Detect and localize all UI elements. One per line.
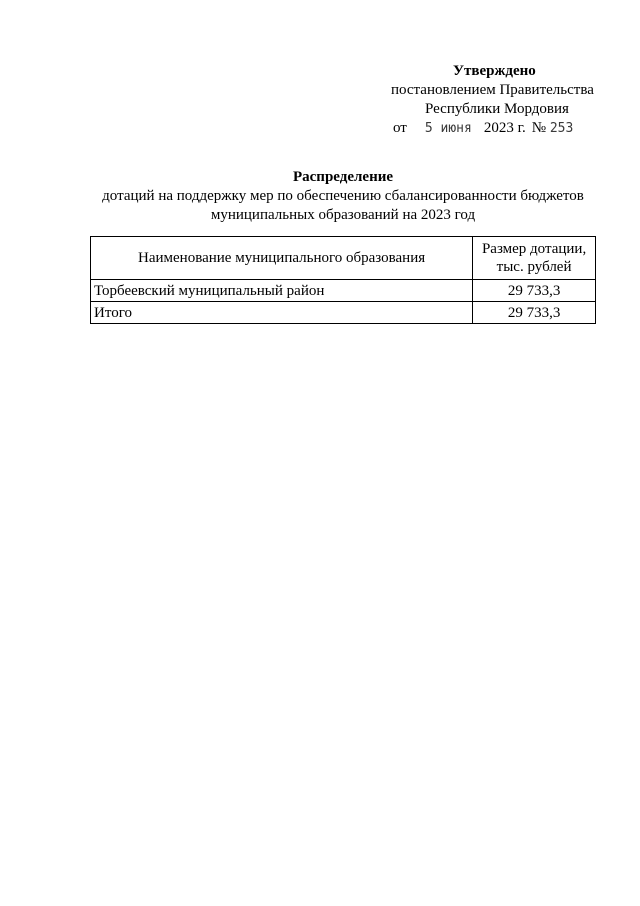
handwritten-date: 5 июня — [424, 121, 472, 136]
from-label: от — [393, 120, 407, 136]
header-amount-line1: Размер дотации, — [481, 241, 587, 257]
document-subtitle-line1: дотаций на поддержку мер по обеспечению сбалансированности бюджетов — [102, 188, 584, 204]
table-header-row — [91, 237, 596, 280]
header-municipality: Наименование муниципального образования — [91, 237, 473, 280]
row-amount: 29 733,3 — [473, 280, 596, 302]
row-municipality-name: Торбеевский муниципальный район — [91, 280, 473, 302]
handwritten-number: 253 — [549, 121, 574, 136]
document-title-block — [90, 168, 596, 225]
table-row-total — [91, 302, 596, 324]
header-amount-line2: тыс. рублей — [496, 259, 572, 275]
document-subtitle-line2: муниципальных образований на 2023 год — [210, 207, 476, 223]
approval-year: 2023 г. — [483, 120, 526, 136]
approval-issuer: постановлением Правительства — [391, 82, 594, 98]
header-amount — [473, 237, 596, 280]
distribution-table — [90, 236, 596, 324]
total-label: Итого — [91, 302, 473, 324]
document-title: Распределение — [292, 169, 394, 185]
approval-date-line — [360, 119, 620, 138]
total-amount: 29 733,3 — [473, 302, 596, 324]
approval-republic: Республики Мордовия — [425, 101, 569, 117]
approval-heading: Утверждено — [453, 63, 536, 79]
number-sign: № — [531, 120, 547, 136]
table-row — [91, 280, 596, 302]
approval-stamp — [360, 62, 620, 138]
